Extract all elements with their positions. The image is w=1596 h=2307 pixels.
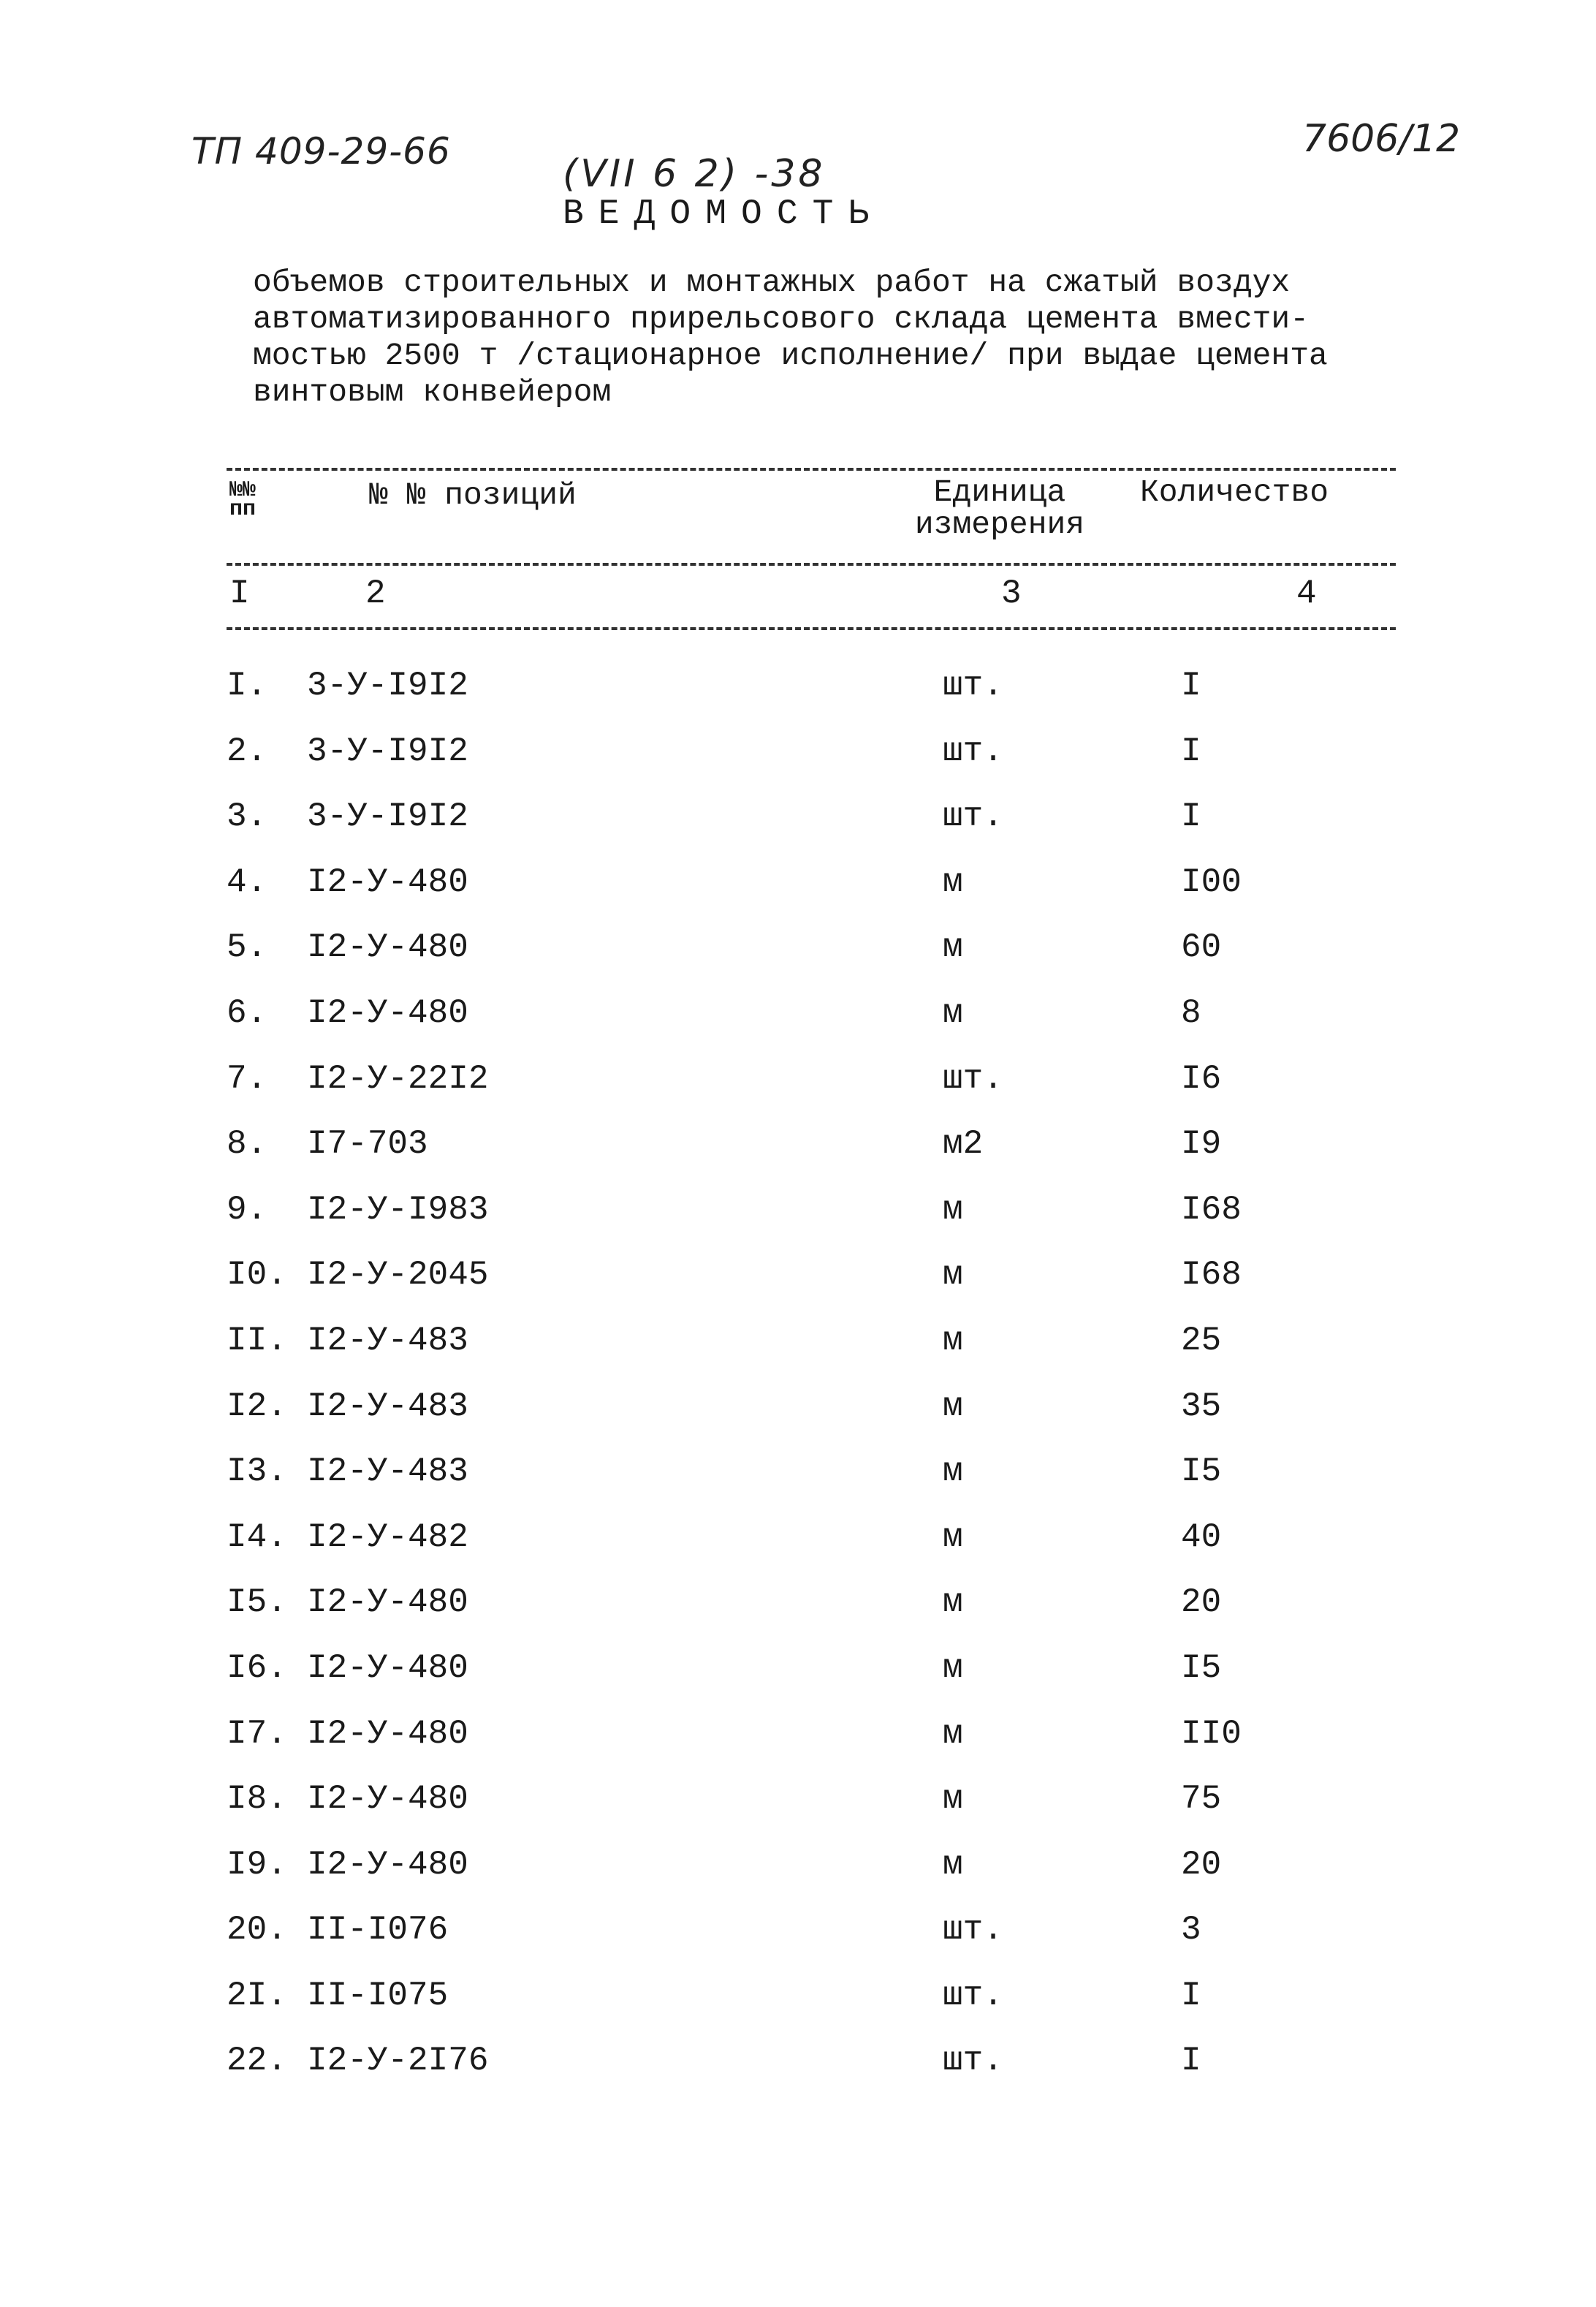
table-row (0, 1122, 1596, 1188)
row-position: 3-У-I9I2 (307, 732, 468, 770)
column-header-unit: Единица измерения (914, 474, 1085, 542)
row-unit: м2 (943, 1125, 984, 1164)
row-quantity: I68 (1181, 1256, 1242, 1295)
row-number: I0. (227, 1256, 287, 1295)
row-number: 3. (227, 798, 267, 836)
row-number: I. (227, 667, 267, 705)
row-number: I5. (227, 1583, 287, 1622)
table-row (0, 925, 1596, 991)
row-position: I7-703 (307, 1125, 428, 1164)
table-row (0, 1908, 1596, 1974)
row-unit: шт. (943, 1976, 1003, 2015)
row-quantity: I (1181, 667, 1201, 705)
row-position: I2-У-22I2 (307, 1059, 489, 1098)
row-number: 8. (227, 1125, 267, 1164)
table-row (0, 1450, 1596, 1515)
row-number: 9. (227, 1190, 267, 1229)
row-number: 4. (227, 863, 267, 901)
row-number: 22. (227, 2042, 287, 2080)
sheet-code: (VII 6 2) -38 (563, 152, 826, 196)
row-unit: м (943, 993, 963, 1032)
table-row (0, 1253, 1596, 1319)
table-body-rule (227, 627, 1396, 630)
row-number: 7. (227, 1059, 267, 1098)
row-unit: м (943, 863, 963, 901)
row-position: I2-У-480 (307, 993, 468, 1032)
column-header-number: №№ пп (229, 478, 256, 522)
row-number: 2I. (227, 1976, 287, 2015)
row-position: I2-У-482 (307, 1518, 468, 1556)
row-position: I2-У-480 (307, 863, 468, 901)
row-unit: шт. (943, 2042, 1003, 2080)
table-body (0, 664, 1596, 2105)
table-row (0, 1777, 1596, 1843)
row-unit: м (943, 1452, 963, 1491)
table-row (0, 1580, 1596, 1646)
column-header-position: № № позиций (369, 477, 577, 513)
document-code: ТП 409-29-66 (191, 130, 451, 173)
row-quantity: I6 (1181, 1059, 1222, 1098)
table-row (0, 730, 1596, 795)
row-number: I3. (227, 1452, 287, 1491)
row-quantity: 60 (1181, 928, 1222, 967)
row-quantity: I (1181, 798, 1201, 836)
column-number: 3 (1001, 575, 1022, 613)
row-quantity: I00 (1181, 863, 1242, 901)
row-quantity: 35 (1181, 1387, 1222, 1425)
row-unit: шт. (943, 667, 1003, 705)
table-row (0, 2039, 1596, 2105)
row-number: I2. (227, 1387, 287, 1425)
row-quantity: I (1181, 1976, 1201, 2015)
table-row (0, 1712, 1596, 1778)
row-number: 5. (227, 928, 267, 967)
row-number: I4. (227, 1518, 287, 1556)
row-quantity: 25 (1181, 1321, 1222, 1360)
row-number: II. (227, 1321, 287, 1360)
row-position: I2-У-2045 (307, 1256, 489, 1295)
table-row (0, 795, 1596, 860)
table-row (0, 1843, 1596, 1909)
table-row (0, 664, 1596, 730)
table-row (0, 1319, 1596, 1384)
row-unit: м (943, 1780, 963, 1819)
row-unit: м (943, 1648, 963, 1687)
table-row (0, 1384, 1596, 1450)
row-number: I9. (227, 1845, 287, 1884)
row-position: I2-У-I983 (307, 1190, 489, 1229)
inventory-number: 7606/12 (1302, 117, 1461, 161)
document-subtitle: объемов строительных и монтажных работ на сжатый воздух автоматизированного прирельсового склада цемента вмести- мостью 2500 т /стационарное исполнение/ при выдае цемента винтовым конвейером (253, 265, 1328, 410)
row-position: I2-У-2I76 (307, 2042, 489, 2080)
table-row (0, 1057, 1596, 1123)
row-position: 3-У-I9I2 (307, 667, 468, 705)
table-row (0, 860, 1596, 926)
row-unit: м (943, 1845, 963, 1884)
table-row (0, 1974, 1596, 2039)
row-number: 20. (227, 1911, 287, 1950)
row-position: I2-У-483 (307, 1387, 468, 1425)
row-quantity: 75 (1181, 1780, 1222, 1819)
row-position: I2-У-480 (307, 1845, 468, 1884)
row-position: I2-У-480 (307, 1648, 468, 1687)
row-unit: м (943, 1256, 963, 1295)
row-unit: м (943, 1583, 963, 1622)
row-quantity: II0 (1181, 1714, 1242, 1753)
row-quantity: I5 (1181, 1452, 1222, 1491)
row-quantity: 20 (1181, 1583, 1222, 1622)
table-row (0, 1515, 1596, 1581)
document-title: ВЕДОМОСТЬ (563, 194, 884, 234)
row-position: I2-У-483 (307, 1452, 468, 1491)
table-top-rule (227, 468, 1396, 471)
row-unit: шт. (943, 1059, 1003, 1098)
row-unit: м (943, 928, 963, 967)
column-number: 2 (365, 575, 386, 613)
row-position: I2-У-483 (307, 1321, 468, 1360)
row-position: II-I075 (307, 1976, 449, 2015)
row-quantity: I (1181, 2042, 1201, 2080)
table-row (0, 1188, 1596, 1254)
row-position: 3-У-I9I2 (307, 798, 468, 836)
row-quantity: 40 (1181, 1518, 1222, 1556)
row-quantity: I (1181, 732, 1201, 770)
row-quantity: I9 (1181, 1125, 1222, 1164)
row-position: I2-У-480 (307, 1583, 468, 1622)
row-unit: м (943, 1321, 963, 1360)
row-quantity: 3 (1181, 1911, 1201, 1950)
row-unit: м (943, 1190, 963, 1229)
column-number: I (229, 575, 250, 613)
row-unit: м (943, 1387, 963, 1425)
column-header-quantity: Количество (1140, 474, 1329, 510)
row-position: II-I076 (307, 1911, 449, 1950)
row-unit: шт. (943, 798, 1003, 836)
row-unit: м (943, 1714, 963, 1753)
table-row (0, 991, 1596, 1057)
row-unit: шт. (943, 732, 1003, 770)
row-quantity: 20 (1181, 1845, 1222, 1884)
row-number: I6. (227, 1648, 287, 1687)
table-header-rule (227, 563, 1396, 566)
row-quantity: I5 (1181, 1648, 1222, 1687)
column-number: 4 (1296, 575, 1317, 613)
row-position: I2-У-480 (307, 1714, 468, 1753)
row-position: I2-У-480 (307, 1780, 468, 1819)
row-number: 6. (227, 993, 267, 1032)
table-row (0, 1646, 1596, 1712)
row-number: I7. (227, 1714, 287, 1753)
row-unit: м (943, 1518, 963, 1556)
row-number: 2. (227, 732, 267, 770)
row-number: I8. (227, 1780, 287, 1819)
row-quantity: I68 (1181, 1190, 1242, 1229)
row-quantity: 8 (1181, 993, 1201, 1032)
row-position: I2-У-480 (307, 928, 468, 967)
row-unit: шт. (943, 1911, 1003, 1950)
